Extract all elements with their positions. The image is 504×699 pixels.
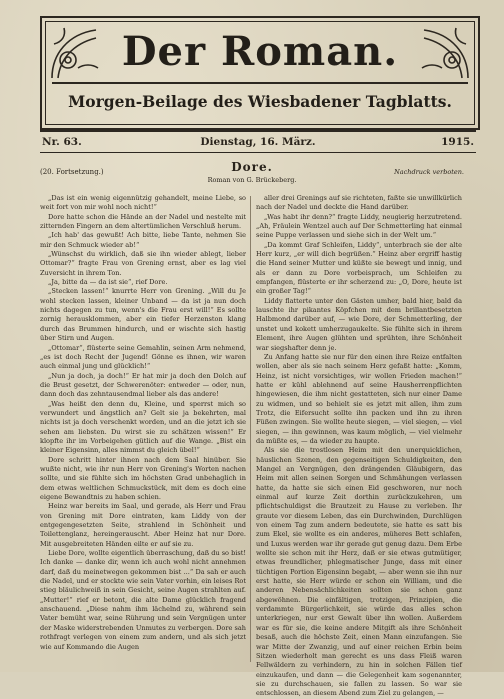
issue-number: Nr. 63. — [42, 136, 82, 148]
paragraph: „Da kommt Graf Schleifen, Liddy“, unterbrach sie der alte Herr kurz, „er will dich begrüßen.“ Heinz aber ergriff hastig die Hand seiner Mutter und küßte sie bewegt und innig, und als er dann zu Dore vorbeisprach, um Schleifen zu empfangen, flüsterte er ihr scherzend zu: „O, Dore, heute ist ein großer Tag!“ — [256, 240, 462, 296]
column-divider — [250, 196, 251, 662]
masthead — [40, 16, 480, 130]
text-column-left — [40, 194, 246, 664]
title-divider — [52, 82, 468, 84]
installment-label: (20. Fortsetzung.) — [40, 168, 104, 176]
paragraph: Liebe Dore, wollte eigentlich überraschung, daß du so bist! Ich danke — danke dir, wenn ich auch wohl nicht annehmen darf, daß du meinetwegen gekommen bist ...“ Da sah er auch die Nadel, und er stockte wie sein Vater vorhin, ein leises Rot stieg bläulichweiß in sein Gesicht, seine Augen strahlten auf. „Mutter!“ rief er betont, die alte Dame glücklich fragend anschauend. „Diese nahm ihm lächelnd zu, während sein Vater bemüht war, seine Rührung und sein Vergnügen unter der Maske widerstrebenden Unmutes zu verbergen. Dore sah rothfragt verlegen von einem zum andern, und als sich jetzt wie auf Kommando die Augen — [40, 549, 246, 651]
author-byline: Roman von G. Brückeberg. — [207, 176, 297, 184]
paragraph: Zu Anfang hatte sie nur für den einen ihre Reize entfalten wollen, aber als sie nach seinem Herz gefaßt hatte: „Komm, Heinz, ist nicht vorsichtiges, wir wollen Frieden machen!“ hatte er kühl ablehnend auf seine Hausherrenpflichten hingewiesen, die ihm nicht gestatteten, sich nur einer Dame zu widmen, und so behielt sie es jetzt mit allen, ihm zum Trotz, die Eifersucht sollte ihn packen und ihn zu ihren Füßen zwingen. Sie wollte heute siegen, — viel siegen, — viel siegen, — ihn gewinnen, was kaum möglich, — viel vielmehr da müßte es, — da wieder zu haupte. — [256, 352, 462, 445]
paragraph: aller drei Grenings auf sie richteten, faßte sie unwillkürlich nach der Nadel und deckte die Hand darüber. — [256, 194, 462, 212]
story-title: Dore. — [231, 160, 273, 174]
paragraph: „Was habt ihr denn?“ fragte Liddy, neugierig herzutretend. „Ah, Fräulein Wentzel auch auf Der Schmetterling hat einmal seine Puppe verlassen und siehe sich in der Welt um.“ — [256, 212, 462, 240]
paragraph: „Das ist ein wenig eigennützig gehandelt, meine Liebe, so weit fort von mir wohl noch nicht!“ — [40, 194, 246, 212]
newspaper-subtitle: Morgen-Beilage des Wiesbadener Tagblatts. — [68, 92, 452, 111]
issue-year: 1915. — [441, 136, 474, 148]
issue-date: Dienstag, 16. März. — [200, 136, 316, 148]
paragraph: „Ich hab' das gewußt! Ach bitte, liebe Tante, nehmen Sie mir den Schmuck wieder ab!“ — [40, 231, 246, 249]
paragraph: „Nun ja doch, ja doch!“ Er hat mir ja doch den Dolch auf die Brust gesetzt, der Schwerenöter: entweder — oder, nun, dann doch das zehntausendmal lieber als das andere! — [40, 371, 246, 399]
paragraph: „Ottomar“, flüsterte seine Gemahlin, seinen Arm nehmend, „es ist doch Recht der Jugend! Gönne es ihnen, wir waren auch einmal jung und glücklich!“ — [40, 343, 246, 371]
paragraph: Liddy flatterte unter den Gästen umher, bald hier, bald da lauschte ihr pikantes Köpfchen mit dem brillantbesetzten Halbmond darüber auf, — wie Dore, der Schmetterling, der unstet und kokett umherzugaukelte. Sie fühlte sich in ihrem Element, ihre Augen glühten und sprühten, ihre Schönheit war siegshafter denn je. — [256, 296, 462, 352]
reprint-notice: Nachdruck verboten. — [394, 168, 464, 176]
issue-info-bar — [40, 130, 476, 153]
paragraph: „Wünschst du wirklich, daß sie ihn wieder ablegt, lieber Ottomar?“ fragte Frau von Grening ernst, aber es lag viel Zuversicht in ihrem Ton. — [40, 250, 246, 277]
paragraph: „Was heißt den denn du, Kleine, und sperrst mich so verwundert und ängstlich an? Gelt sie ja bekehrten, mal nichts ist ja doch verschenkt worden, und an die jetzt ich sie sehen am liebsten. Du wirst sie zu schätzen wissen!“ Er klopfte ihr im Vorbeigehen gütlich auf die Wange. „Bist ein kleiner Eigensinn, alles nimmst du gleich übel!“ — [40, 399, 246, 455]
paragraph: „Stecken lassen!“ knurrte Herr von Grening. „Will du Je wohl stecken lassen, kleiner Unband — da ist ja nun doch nichts dagegen zu tun, wenn's die Frau erst will!“ Es sollte zornig herausklommen, aber ein tiefer Herzenston klang durch das Brummen hindurch, und er wischte sich hastig über Stirn und Augen. — [40, 287, 246, 343]
text-column-right — [256, 194, 462, 698]
paragraph: Dore hatte schon die Hände an der Nadel und nestelte mit zitternden Fingern an dem altertümlichen Verschluß herum. — [40, 212, 246, 231]
paragraph: Dore schritt hinter ihnen nach dem Saal hinüber. Sie wußte nicht, wie ihr nun Herr von Grening's Worten nachen sollte, und sie fühlte sich im höchsten Grad unbehaglich in dem etwas weltlichen Schmuckstück, mit dem es doch eine eigene Bewandtnis zu haben schien. — [40, 455, 246, 501]
paragraph: Als sie die trostlosen Heim mit den unerquicklichen, häuslichen Szenen, den gegenseitigen Schuldigkeiten, den Mangel an Vergnügen, den drängenden Gläubigern, das Heim mit allen seinen Sorgen und Schmähungen verlassen hatte, da hatte sie sich einen Eid geschworen, nur noch einmal auf kurze Zeit dorthin zurückzukehren, um pflichtschuldigst die Brautzeit zu Hause zu verleben. Ihr graute vor diesem Leben, das ein Durchwinden, Durchlügen von einem Tag zum andern bedeutete, sie hatte es satt bis zum Ekel, sie wollte es ein anderes, müheres Bett schlafen, und Luxus werden war ihr gerade gut genug dazu. Dem Erbe wollte sie schon mit ihr Herz, daß er sie etwas gutmütiger, etwas freundlicher, phlegmatischer Junge, dass mit einer tüchtigen Portion Eigensinn begabt, — aber wenn sie ihn nur erst hatte, sie Herr würde er schon ein William, und die anderen Nebensächlichkeiten sollten sie schon ganz abgewöhnen. Die einfältigen, trotzigen, Prinzipien, die verdammte Bürgerlichkeit, sie würde das alles schon unterkriegen, nur erst Gewalt über ihn wollen. Außerdem war es für sie, die keine andere Mitgift als ihre Schönheit besaß, auch die höchste Zeit, einen Mann einzufangen. Sie war Mitte der Zwanzig, und auf einer reichen Erbin beim Sitzen wiederholt man gerecht es uns dass Fleiß waren Fellwäldern zu verhindern, zu hin in solchen Fällen tief einzukaufen, und dann — die Gelegenheit kam sogenannter, sie zu durchschauen, sie fallen zu lassen. So war sie entschlossen, an diesem Abend zum Ziel zu gelangen, — — [256, 446, 462, 698]
newspaper-title: Der Roman. — [121, 28, 399, 75]
paragraph: Heinz war bereits im Saal, und gerade, als Herr und Frau von Grening mit Dore eintraten, kam Liddy von der entgegengesetzten Seite, strahlend in Schönheit und Toilettenglanz, hereingerauscht. Aber Heinz hat nur Dore. Mit ausgebreiteten Händen eilte er auf sie zu. — [40, 502, 246, 548]
paragraph: „Ja, bitte da — da ist sie“, rief Dore. — [48, 278, 168, 287]
article-header — [20, 160, 484, 190]
